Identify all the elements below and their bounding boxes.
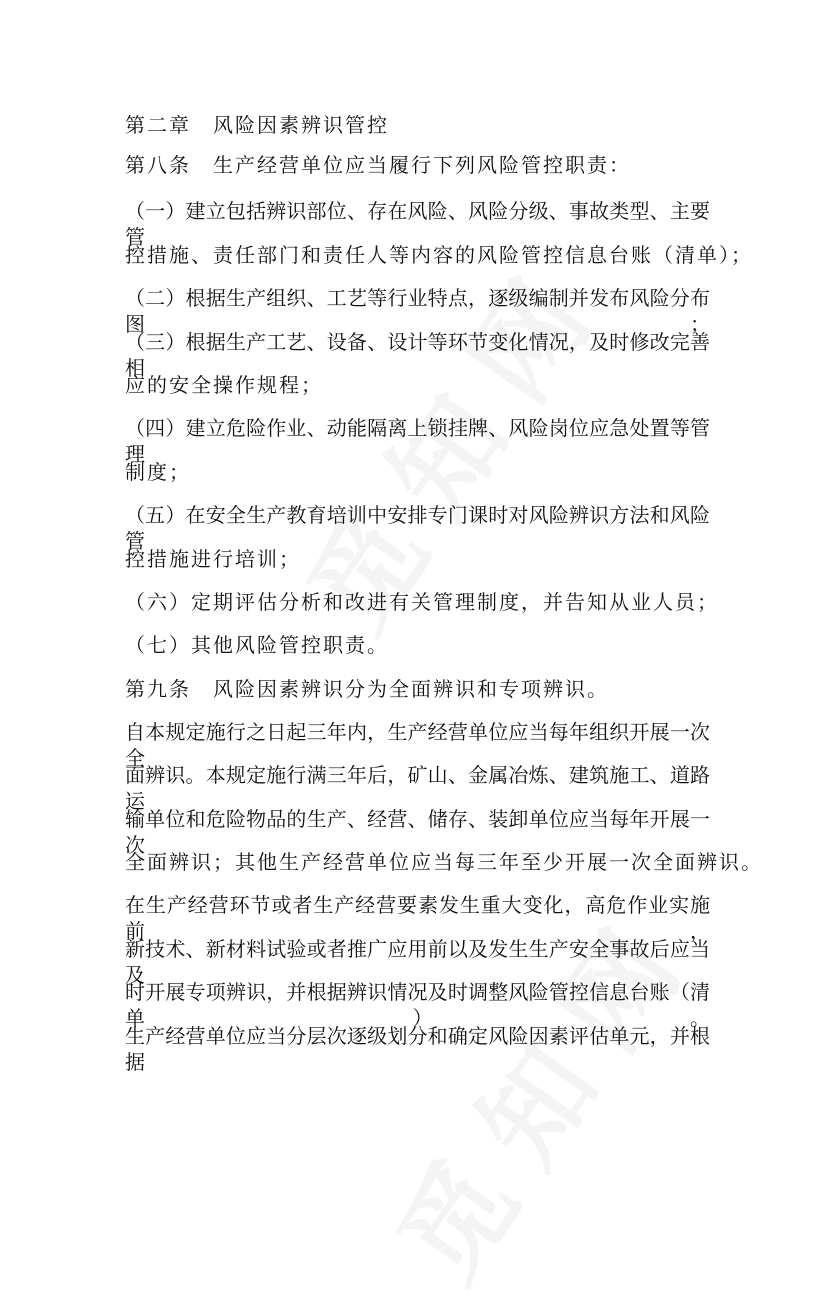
text-line: 控措施、责任部门和责任人等内容的风险管控信息台账（清单）； (125, 243, 753, 267)
text-line: （四）建立危险作业、动能隔离上锁挂牌、风险岗位应急处置等管理 (125, 416, 710, 466)
text-line: 输单位和危险物品的生产、经营、储存、装卸单位应当每年开展一次 (125, 807, 710, 857)
text-line: 面辨识。本规定施行满三年后，矿山、金属冶炼、建筑施工、道路运 (125, 763, 710, 813)
text-line: 生产经营单位应当分层次逐级划分和确定风险因素评估单元，并根据 (125, 1024, 710, 1074)
text-line: 自本规定施行之日起三年内，生产经营单位应当每年组织开展一次全 (125, 720, 710, 770)
text-line: （五）在安全生产教育培训中安排专门课时对风险辨识方法和风险管 (125, 503, 710, 553)
text-line: 应的安全操作规程； (125, 373, 323, 397)
text-line: 制度； (125, 460, 191, 484)
text-line: （六）定期评估分析和改进有关管理制度，并告知从业人员； (125, 590, 719, 614)
text-line: 第九条 风险因素辨识分为全面辨识和专项辨识。 (125, 677, 609, 701)
text-line: （一）建立包括辨识部位、存在风险、风险分级、事故类型、主要管 (125, 199, 710, 249)
text-line: 时开展专项辨识，并根据辨识情况及时调整风险管控信息台账（清单）。 (125, 980, 710, 1030)
text-line: （三）根据生产工艺、设备、设计等环节变化情况，及时修改完善相 (125, 330, 710, 380)
text-line: 第八条 生产经营单位应当履行下列风险管控职责： (125, 153, 631, 177)
chapter-heading: 第二章 风险因素辨识管控 (125, 113, 389, 137)
text-line: （二）根据生产组织、工艺等行业特点，逐级编制并发布风险分布图； (125, 286, 710, 336)
text-line: （七）其他风险管控职责。 (125, 633, 389, 657)
text-line: 新技术、新材料试验或者推广应用前以及发生生产安全事故后应当及 (125, 937, 710, 987)
text-line: 全面辨识；其他生产经营单位应当每三年至少开展一次全面辨识。 (125, 850, 763, 874)
text-line: 控措施进行培训； (125, 547, 301, 571)
text-line: 在生产经营环节或者生产经营要素发生重大变化，高危作业实施前， (125, 893, 710, 943)
